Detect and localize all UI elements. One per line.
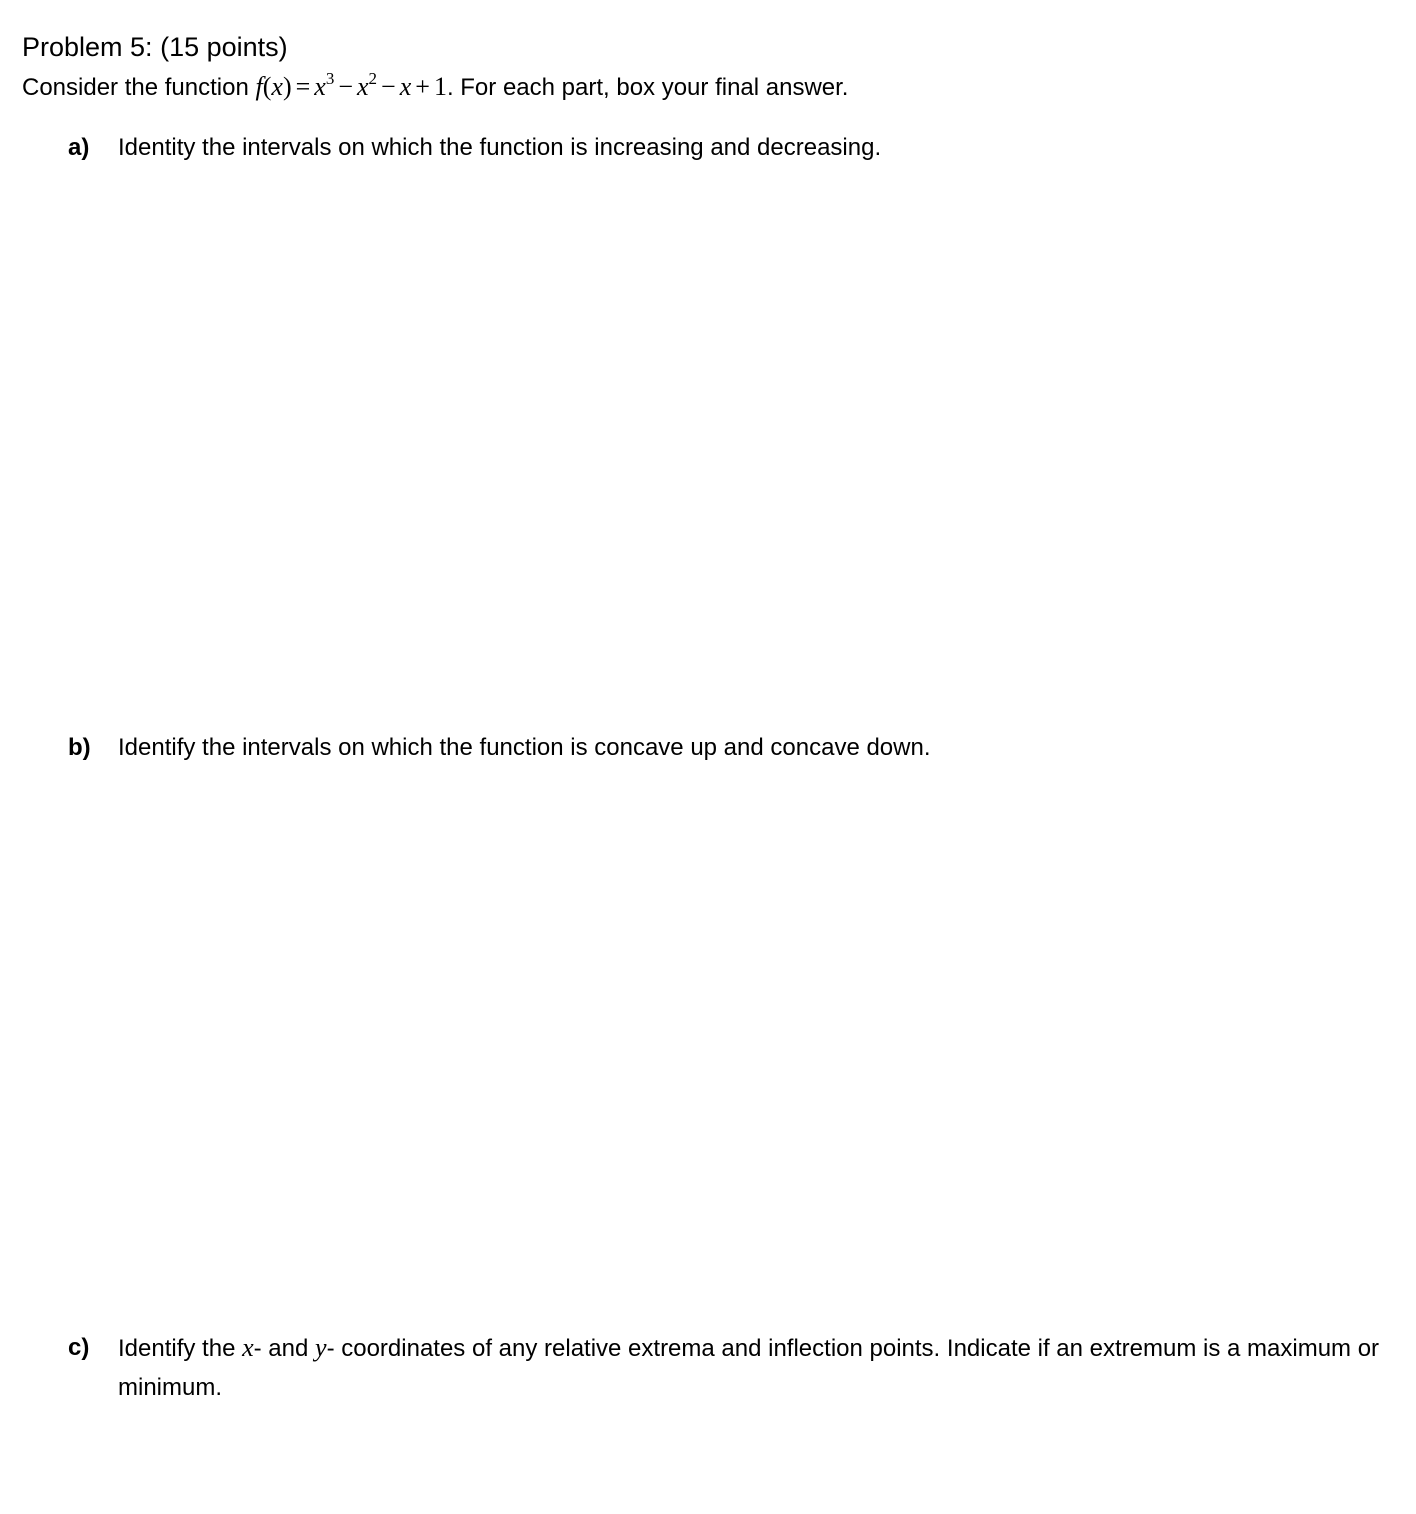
part-b-label: b) <box>68 734 91 761</box>
var-y: y <box>315 1333 327 1362</box>
problem-points: (15 points) <box>160 32 288 62</box>
part-c-text: Identify the x- and y- coordinates of any relative extrema and inflection points. Indicate if an extremum is a maximum or minimum. <box>118 1333 1380 1401</box>
problem-label: Problem 5: <box>22 32 153 62</box>
part-b-text: Identify the intervals on which the function is concave up and concave down. <box>118 734 931 761</box>
part-a-label: a) <box>68 134 90 161</box>
intro-prefix: Consider the function <box>22 74 249 101</box>
part-a-text: Identity the intervals on which the function is increasing and decreasing. <box>118 134 882 161</box>
var-x: x <box>242 1333 254 1362</box>
part-c-label: c) <box>68 1334 90 1361</box>
problem-title <box>22 32 288 63</box>
intro-suffix: . For each part, box your final answer. <box>446 74 849 101</box>
problem-intro <box>22 69 849 102</box>
function-expression: $f(x) = x^3 - x^2 - x + 1$ <box>255 69 447 101</box>
